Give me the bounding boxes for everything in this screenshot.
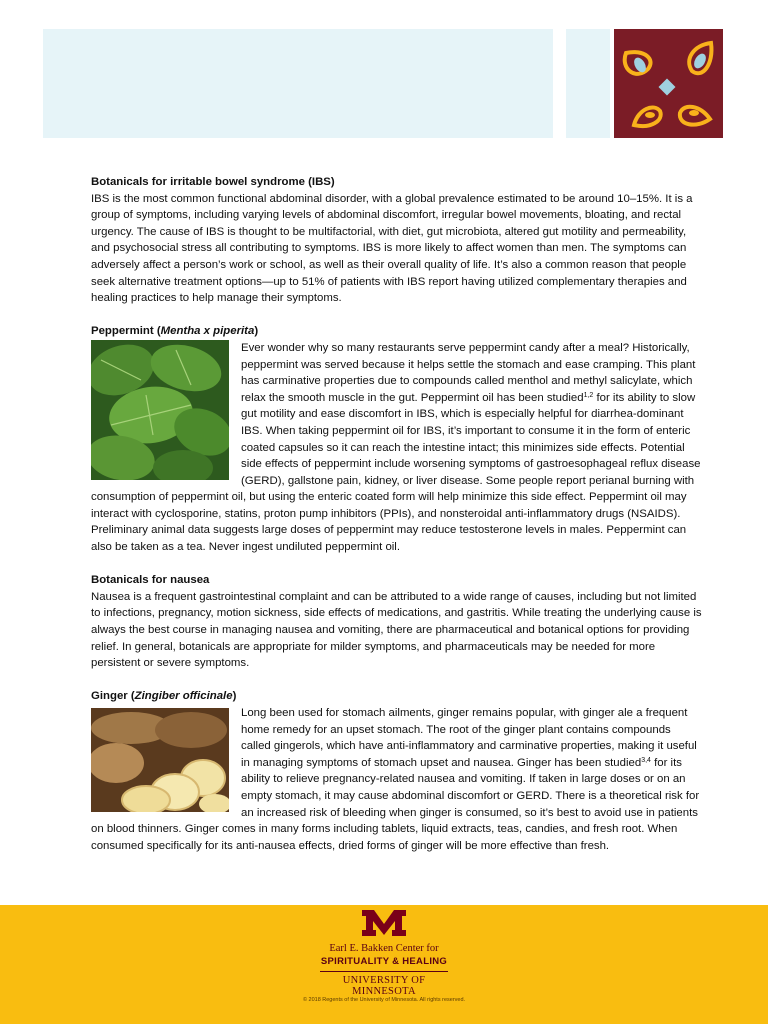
footer bbox=[0, 905, 768, 1024]
ginger-section bbox=[91, 688, 703, 854]
ginger-latin-name: Zingiber officinale bbox=[134, 690, 233, 703]
center-name-line: Earl E. Bakken Center for bbox=[329, 943, 439, 954]
peppermint-citation: 1,2 bbox=[583, 391, 594, 399]
nausea-section bbox=[91, 572, 703, 672]
peppermint-text-end: for its ability to slow gut motility and ease discomfort in IBS, which is especially helpful for diarrhea-dominant IBS. When taking peppermint oil for IBS, it’s important to consume it in the form of enteric coated capsules so it can reach the intestine intact; this minimizes side effects. Potential side effects of peppermint include worsening symptoms of gastroesophageal reflux disease (GERD), gallstone pain, kidney, or liver disease. Some people report perianal burning with consumption of peppermint oil, but using the enteric coated form will help minimize this side effect. Peppermint oil may interact with cyclosporine, statins, proton pump inhibitors (PPIs), and nonsteroidal anti-inflammatory drugs (NSAIDS). Preliminary animal data suggests large doses of peppermint may reduce testosterone levels in males. Peppermint can also be taken as a tea. Never ingest undiluted peppermint oil. bbox=[91, 391, 701, 554]
peppermint-heading bbox=[91, 323, 703, 340]
peppermint-heading-name: Peppermint ( bbox=[91, 325, 161, 338]
footer-divider bbox=[320, 971, 448, 972]
nausea-paragraph: Nausea is a frequent gastrointestinal complaint and can be attributed to a wide range of causes, including but not limited to infections, pregnancy, motion sickness, side effects of medications, and gastritis. While treating the underlying cause is always the best course in managing nausea and vomiting, there are pharmaceutical and botanical options for providing relief. In general, botanicals are appropriate for milder symptoms, and pharmaceuticals may be needed for more persistent or severe symptoms. bbox=[91, 590, 702, 670]
ginger-text-start: Long been used for stomach ailments, ginger remains popular, with ginger ale a frequent home remedy for an upset stomach. The root of the ginger plant contains compounds called gingerols, which have anti-inflammatory and carminative properties, making it useful in managing symptoms of stomach upset and nausea. Ginger has been studied bbox=[241, 707, 697, 769]
peppermint-section bbox=[91, 323, 703, 555]
peppermint-leaves-photo bbox=[91, 340, 229, 480]
ginger-heading bbox=[91, 688, 703, 705]
ibs-paragraph: IBS is the most common functional abdominal disorder, with a global prevalence estimated to be around 10–15%. It is a group of symptoms, including varying levels of abdominal discomfort, irregular bowel movements, bloating, and rectal urgency. The cause of IBS is thought to be multifactorial, with diet, gut microbiota, altered gut motility and permeability, and psychosocial stress all contributing to symptoms. IBS is more likely to affect women than men. The symptoms can adversely affect a person’s work or school, as well as their overall quality of life. It’s also a common reason that people seek alternative treatment options—up to 51% of patients with IBS report having utilized complementary therapies and healing practices to help manage their symptoms. bbox=[91, 192, 693, 305]
peppermint-heading-close: ) bbox=[254, 325, 259, 338]
article-body bbox=[91, 174, 703, 871]
ginger-text-end: for its ability to relieve pregnancy-related nausea and vomiting. If taken in large doses or on an empty stomach, it may cause abdominal discomfort or GERD. There is a theoretical risk for an increased risk of bleeding when ginger is consumed, so it’s best to avoid use in patients on blood thinners. Ginger comes in many forms including tablets, liquid extracts, teas, candies, and fresh root. When consumed specifically for its anti-nausea effects, dried forms of ginger will be more effective than fresh. bbox=[91, 756, 700, 852]
petal-pattern-icon bbox=[614, 29, 723, 138]
ibs-section bbox=[91, 174, 703, 307]
ginger-citation: 3,4 bbox=[641, 756, 651, 764]
ibs-heading: Botanicals for irritable bowel syndrome (IBS) bbox=[91, 176, 335, 188]
footer-logo-block bbox=[312, 908, 456, 998]
peppermint-text-start: Ever wonder why so many restaurants serve peppermint candy after a meal? Historically, peppermint was served because it helps settle the stomach and ease cramping. This plant has carminative properties due to compounds called menthol and methyl salicylate, which relax the smooth muscle in the gut. Peppermint oil has been studied bbox=[241, 341, 696, 404]
peppermint-latin-name: Mentha x piperita bbox=[160, 325, 255, 338]
header-banner bbox=[43, 29, 553, 138]
ginger-heading-close: ) bbox=[232, 690, 237, 703]
university-name: UNIVERSITY OF MINNESOTA bbox=[342, 975, 426, 997]
ginger-heading-name: Ginger ( bbox=[91, 690, 135, 703]
copyright-text: © 2018 Regents of the University of Minnesota. All rights reserved. bbox=[302, 997, 466, 1003]
header-accent-strip bbox=[566, 29, 610, 138]
ginger-root-photo bbox=[91, 708, 229, 812]
nausea-heading: Botanicals for nausea bbox=[91, 574, 210, 587]
center-focus-line: SPIRITUALITY & HEALING bbox=[320, 956, 448, 967]
university-m-logo bbox=[360, 908, 408, 938]
